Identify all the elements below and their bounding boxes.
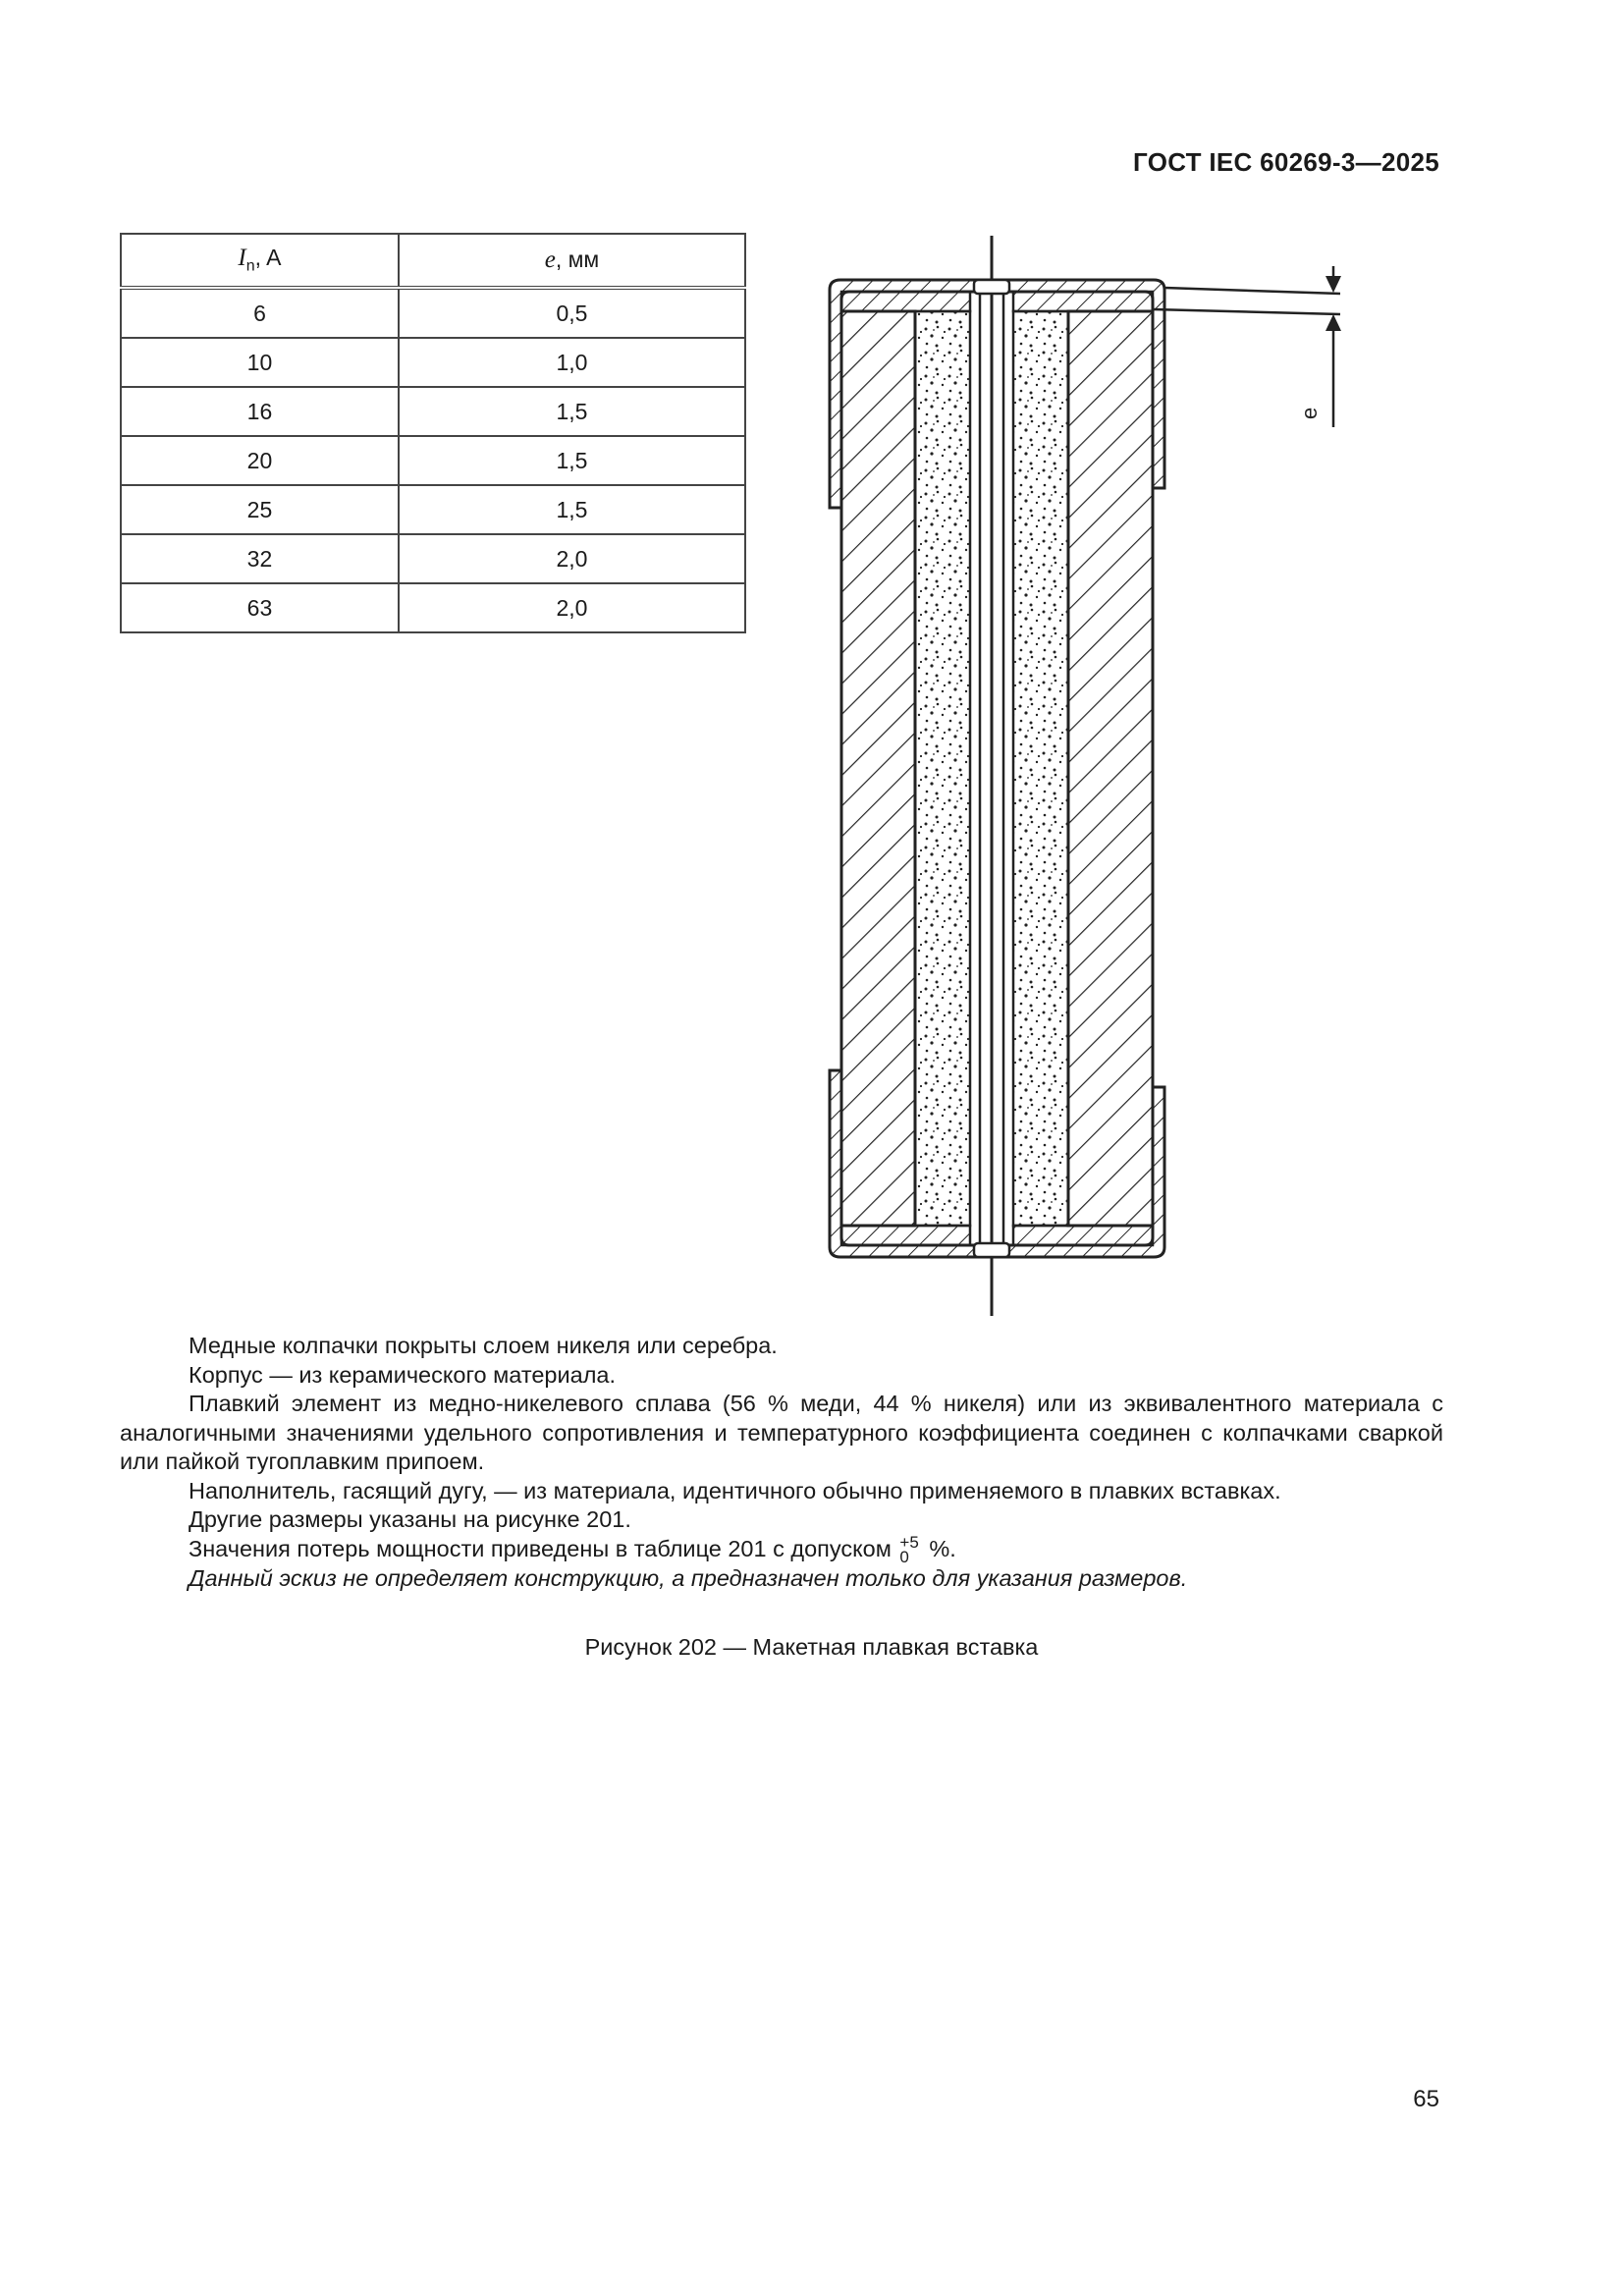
- tolerance: +5 0: [899, 1533, 919, 1567]
- fuse-element-top-slot: [974, 280, 1009, 294]
- document-id: ГОСТ IEC 60269-3—2025: [1133, 147, 1439, 177]
- ceramic-body-left: [841, 311, 915, 1226]
- note-disclaimer: Данный эскиз не определяет конструкцию, а предназначен только для указания размеров.: [189, 1565, 1188, 1592]
- filler-right: [1013, 311, 1068, 1226]
- top-disc-left: [841, 292, 970, 311]
- dimension-table: [120, 233, 746, 633]
- figure-caption: Рисунок 202 — Макетная плавкая вставка: [584, 1634, 1039, 1660]
- page-number: 65: [1413, 2086, 1439, 2112]
- bottom-disc-left: [841, 1226, 970, 1245]
- header-dimension-e: e, мм: [399, 234, 745, 288]
- note-power-loss: Значения потерь мощности приведены в таблице 201 с допуском +5 0 %.: [189, 1533, 956, 1567]
- table-row: 32 2,0: [121, 534, 745, 583]
- table-row: 20 1,5: [121, 436, 745, 485]
- fuse-link-drawing: [805, 231, 1512, 1321]
- filler-left: [915, 311, 970, 1226]
- dimension-e-label: e: [1297, 407, 1322, 419]
- bottom-disc-right: [1013, 1226, 1153, 1245]
- note-body: Корпус — из керамического материала.: [189, 1361, 617, 1388]
- table-row: 25 1,5: [121, 485, 745, 534]
- note-filler: Наполнитель, гасящий дугу, — из материала, идентичного обычно применяемого в плавких вставках.: [189, 1477, 1281, 1503]
- table-row: 63 2,0: [121, 583, 745, 632]
- note-fuse-element: Плавкий элемент из медно-никелевого сплава (56 % меди, 44 % никеля) или из эквивалентного материала с аналогичными значениями удельного сопротивления и температурного коэффициента соединен с колпачками сваркой или пайкой тугоплавким припоем.: [120, 1391, 1443, 1474]
- note-end-caps: Медные колпачки покрыты слоем никеля или серебра.: [189, 1333, 778, 1358]
- ceramic-body-right: [1068, 311, 1153, 1226]
- table-header-row: [121, 234, 745, 288]
- table-row: 16 1,5: [121, 387, 745, 436]
- fuse-element-bottom-slot: [974, 1243, 1009, 1257]
- table-row: 10 1,0: [121, 338, 745, 387]
- table-row: 6 0,5: [121, 288, 745, 338]
- figure-notes: [120, 1332, 1443, 1594]
- note-other-dimensions: Другие размеры указаны на рисунке 201.: [189, 1506, 631, 1532]
- header-rated-current: $I_n$, A: [121, 234, 399, 288]
- top-disc-right: [1013, 292, 1153, 311]
